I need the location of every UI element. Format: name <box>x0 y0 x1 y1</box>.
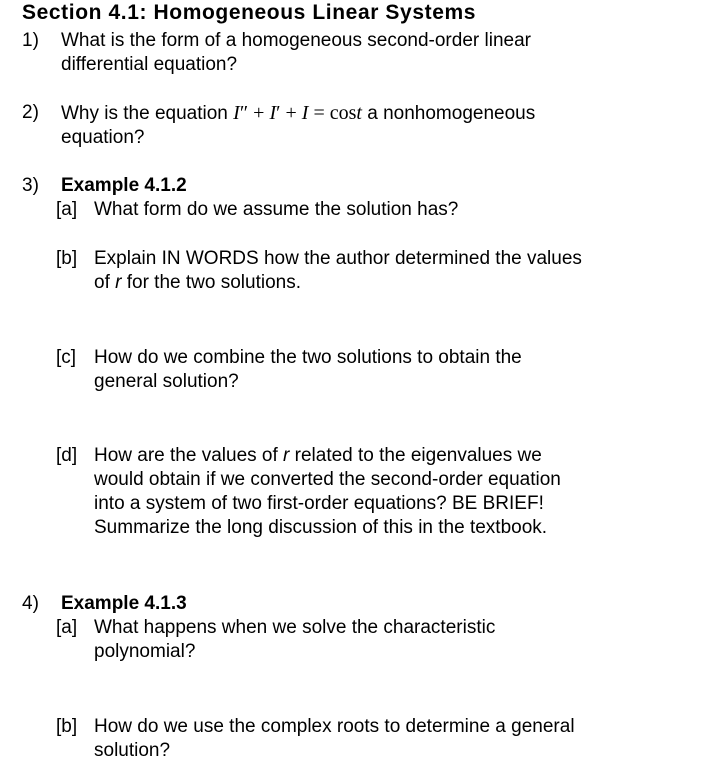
part-3d-line-1-post: related to the eigenvalues we <box>289 445 542 466</box>
part-label-3a: [a] <box>56 199 78 220</box>
part-4a-line-1: What happens when we solve the characteristic <box>94 617 496 638</box>
part-3a-line-1: What form do we assume the solution has? <box>94 199 459 220</box>
example-4-1-2-heading: Example 4.1.2 <box>61 175 187 196</box>
question-2-suffix: a nonhomogeneous <box>361 103 536 124</box>
variable-r: r <box>283 445 290 466</box>
part-label-3b: [b] <box>56 248 78 269</box>
equation-double-prime: ″ <box>239 102 249 124</box>
equation-plus-2: + <box>280 102 302 124</box>
part-3d-line-1-pre: How are the values of <box>94 445 284 466</box>
question-1-line-2: differential equation? <box>61 54 238 75</box>
part-4a-line-2: polynomial? <box>94 641 196 662</box>
part-3d-line-2: would obtain if we converted the second-order equation <box>94 469 561 490</box>
equation-term-i1: I <box>233 102 240 124</box>
question-number-3: 3) <box>22 175 39 196</box>
part-3a-text <box>94 198 458 222</box>
equation-t: t <box>356 102 362 124</box>
part-3c-line-1: How do we combine the two solutions to obtain the <box>94 347 522 368</box>
part-3b-line-1: Explain IN WORDS how the author determined the values <box>94 248 582 269</box>
equation-term-i2: I <box>269 102 277 124</box>
part-3b-line-2-post: for the two solutions. <box>121 272 301 293</box>
part-3b-line-2 <box>94 271 582 295</box>
part-4b-text <box>94 715 575 763</box>
part-3b-text <box>94 247 582 295</box>
equation-term-i3: I <box>301 102 309 124</box>
variable-r: r <box>115 272 122 293</box>
part-4a-text <box>94 616 495 664</box>
part-label-3c: [c] <box>56 347 77 368</box>
example-4-1-3-heading: Example 4.1.3 <box>61 593 187 614</box>
part-3d-line-1 <box>94 444 561 468</box>
question-2-line-1 <box>61 101 535 126</box>
part-3c-text <box>94 346 522 394</box>
question-number-4: 4) <box>22 593 39 614</box>
equation-cos: cos <box>329 102 357 124</box>
part-3d-line-4: Summarize the long discussion of this in the textbook. <box>94 517 548 538</box>
part-label-3d: [d] <box>56 445 78 466</box>
equation-single-prime: ′ <box>276 102 281 124</box>
part-4b-line-1: How do we use the complex roots to determine a general <box>94 716 575 737</box>
equation-plus-1: + <box>248 102 270 124</box>
question-number-1: 1) <box>22 30 39 51</box>
question-2-text <box>61 101 535 150</box>
question-2-line-2: equation? <box>61 127 145 148</box>
part-label-4a: [a] <box>56 617 78 638</box>
question-1-text <box>61 29 531 77</box>
question-1-line-1: What is the form of a homogeneous second-order linear <box>61 30 531 51</box>
part-3d-line-3: into a system of two first-order equations? BE BRIEF! <box>94 493 544 514</box>
question-2-prefix: Why is the equation <box>61 103 234 124</box>
part-3c-line-2: general solution? <box>94 371 239 392</box>
part-4b-line-2: solution? <box>94 740 171 761</box>
part-3b-line-2-pre: of <box>94 272 116 293</box>
part-label-4b: [b] <box>56 716 78 737</box>
equation-equals: = <box>308 102 330 124</box>
question-number-2: 2) <box>22 102 39 123</box>
section-title: Section 4.1: Homogeneous Linear Systems <box>22 1 477 24</box>
part-3d-text <box>94 444 561 540</box>
